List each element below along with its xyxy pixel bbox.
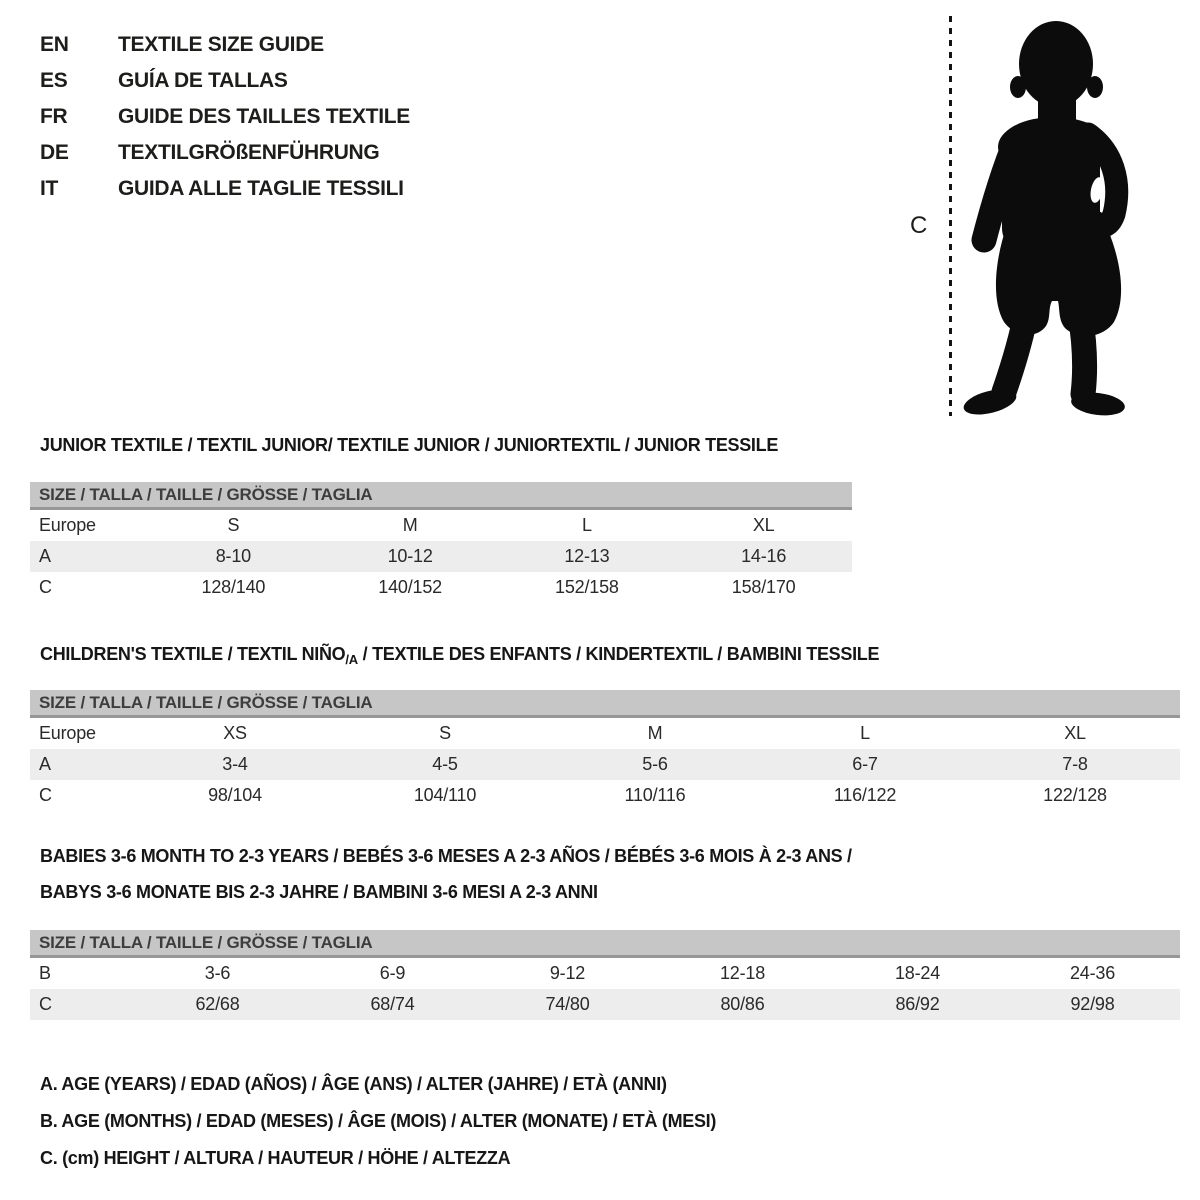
row-label: C bbox=[39, 577, 52, 597]
size-header-bar: SIZE / TALLA / TAILLE / GRÖSSE / TAGLIA bbox=[30, 690, 1180, 718]
row-label: C bbox=[39, 785, 52, 805]
table-cell: M bbox=[647, 723, 663, 743]
language-code: DE bbox=[40, 141, 69, 164]
size-header-bar: SIZE / TALLA / TAILLE / GRÖSSE / TAGLIA bbox=[30, 930, 1180, 958]
legend-age-years: A. AGE (YEARS) / EDAD (AÑOS) / ÂGE (ANS) / ALTER (JAHRE) / ETÀ (ANNI) bbox=[40, 1074, 667, 1094]
language-code: FR bbox=[40, 105, 68, 128]
row-label: Europe bbox=[39, 723, 96, 743]
table-cell: 5-6 bbox=[642, 754, 668, 774]
measurement-legend bbox=[40, 1066, 716, 1177]
table-cell: 8-10 bbox=[215, 546, 251, 566]
table-cell: 122/128 bbox=[1043, 785, 1107, 805]
table-cell: 86/92 bbox=[895, 994, 940, 1014]
children-section-title bbox=[40, 644, 879, 665]
junior-section-title: JUNIOR TEXTILE / TEXTIL JUNIOR/ TEXTILE JUNIOR / JUNIORTEXTIL / JUNIOR TESSILE bbox=[40, 435, 779, 455]
table-cell: 104/110 bbox=[413, 785, 477, 805]
row-label: Europe bbox=[39, 515, 96, 535]
table-cell: 24-36 bbox=[1069, 963, 1116, 983]
language-title-list bbox=[40, 27, 410, 207]
page-title-de: TEXTILGRÖßENFÜHRUNG bbox=[118, 141, 380, 164]
table-cell: 4-5 bbox=[432, 754, 458, 774]
table-cell: 110/116 bbox=[624, 785, 686, 805]
figure-height-label: C bbox=[910, 212, 927, 239]
table-cell: 68/74 bbox=[370, 994, 415, 1014]
table-cell: 12-13 bbox=[564, 546, 610, 566]
table-cell: 140/152 bbox=[378, 577, 442, 597]
table-cell: 74/80 bbox=[545, 994, 590, 1014]
table-cell: 158/170 bbox=[731, 577, 796, 597]
table-cell: 116/122 bbox=[833, 785, 897, 805]
babies-size-table bbox=[30, 930, 1180, 1020]
table-cell: 6-7 bbox=[852, 754, 878, 774]
table-row-europe bbox=[30, 510, 852, 541]
legend-age-months: B. AGE (MONTHS) / EDAD (MESES) / ÂGE (MOIS) / ALTER (MONATE) / ETÀ (MESI) bbox=[40, 1111, 717, 1131]
table-cell: XS bbox=[223, 723, 247, 743]
table-row-age-years bbox=[30, 749, 1180, 780]
table-cell: 152/158 bbox=[555, 577, 619, 597]
page-title-es: GUÍA DE TALLAS bbox=[118, 69, 288, 92]
table-row-height bbox=[30, 989, 1180, 1020]
table-cell: 62/68 bbox=[195, 994, 240, 1014]
table-row-europe bbox=[30, 718, 1180, 749]
table-cell: 7-8 bbox=[1062, 754, 1088, 774]
language-row-it bbox=[40, 171, 410, 207]
language-row-de bbox=[40, 135, 410, 171]
table-row-age-months bbox=[30, 958, 1180, 989]
table-cell: 3-4 bbox=[222, 754, 248, 774]
table-cell: XL bbox=[752, 515, 775, 535]
table-cell: 3-6 bbox=[204, 963, 231, 983]
row-label: C bbox=[39, 994, 52, 1014]
table-cell: S bbox=[439, 723, 451, 743]
babies-section-title-line2: BABYS 3-6 MONATE BIS 2-3 JAHRE / BAMBINI 3-6 MESI A 2-3 ANNI bbox=[40, 882, 598, 902]
language-code: EN bbox=[40, 33, 69, 56]
page-title-fr: GUIDE DES TAILLES TEXTILE bbox=[118, 105, 410, 128]
page-title-en: TEXTILE SIZE GUIDE bbox=[118, 33, 324, 56]
table-cell: 18-24 bbox=[894, 963, 941, 983]
size-header-bar: SIZE / TALLA / TAILLE / GRÖSSE / TAGLIA bbox=[30, 482, 852, 510]
table-row-height bbox=[30, 572, 852, 603]
language-code: IT bbox=[40, 177, 59, 200]
table-cell: 6-9 bbox=[379, 963, 406, 983]
table-cell: 12-18 bbox=[719, 963, 766, 983]
table-cell: 128/140 bbox=[201, 577, 266, 597]
page-title-it: GUIDA ALLE TAGLIE TESSILI bbox=[118, 177, 404, 200]
row-label: A bbox=[39, 546, 51, 566]
row-label: A bbox=[39, 754, 51, 774]
table-cell: 80/86 bbox=[720, 994, 765, 1014]
babies-section-title-line1: BABIES 3-6 MONTH TO 2-3 YEARS / BEBÉS 3-6 MESES A 2-3 AÑOS / BÉBÉS 3-6 MOIS À 2-3 ANS / bbox=[40, 846, 852, 866]
legend-height: C. (cm) HEIGHT / ALTURA / HAUTEUR / HÖHE / ALTEZZA bbox=[40, 1148, 511, 1168]
table-cell: S bbox=[227, 515, 240, 535]
table-cell: 10-12 bbox=[387, 546, 433, 566]
table-cell: M bbox=[402, 515, 418, 535]
toddler-silhouette-icon bbox=[952, 14, 1148, 420]
table-cell: 98/104 bbox=[208, 785, 262, 805]
children-title-subscript: /A bbox=[345, 652, 358, 667]
table-cell: XL bbox=[1064, 723, 1086, 743]
table-cell: L bbox=[581, 515, 592, 535]
language-row-es bbox=[40, 63, 410, 99]
table-cell: 9-12 bbox=[549, 963, 586, 983]
language-code: ES bbox=[40, 69, 68, 92]
children-size-table bbox=[30, 690, 1180, 811]
table-cell: L bbox=[860, 723, 870, 743]
table-row-height bbox=[30, 780, 1180, 811]
language-row-fr bbox=[40, 99, 410, 135]
junior-size-table bbox=[30, 482, 852, 603]
table-cell: 14-16 bbox=[741, 546, 787, 566]
children-title-post: / TEXTILE DES ENFANTS / KINDERTEXTIL / BAMBINI TESSILE bbox=[357, 644, 880, 664]
children-title-pre: CHILDREN'S TEXTILE / TEXTIL NIÑO bbox=[40, 644, 346, 664]
table-row-age-years bbox=[30, 541, 852, 572]
language-row-en bbox=[40, 27, 410, 63]
row-label: B bbox=[39, 963, 51, 983]
table-cell: 92/98 bbox=[1070, 994, 1115, 1014]
